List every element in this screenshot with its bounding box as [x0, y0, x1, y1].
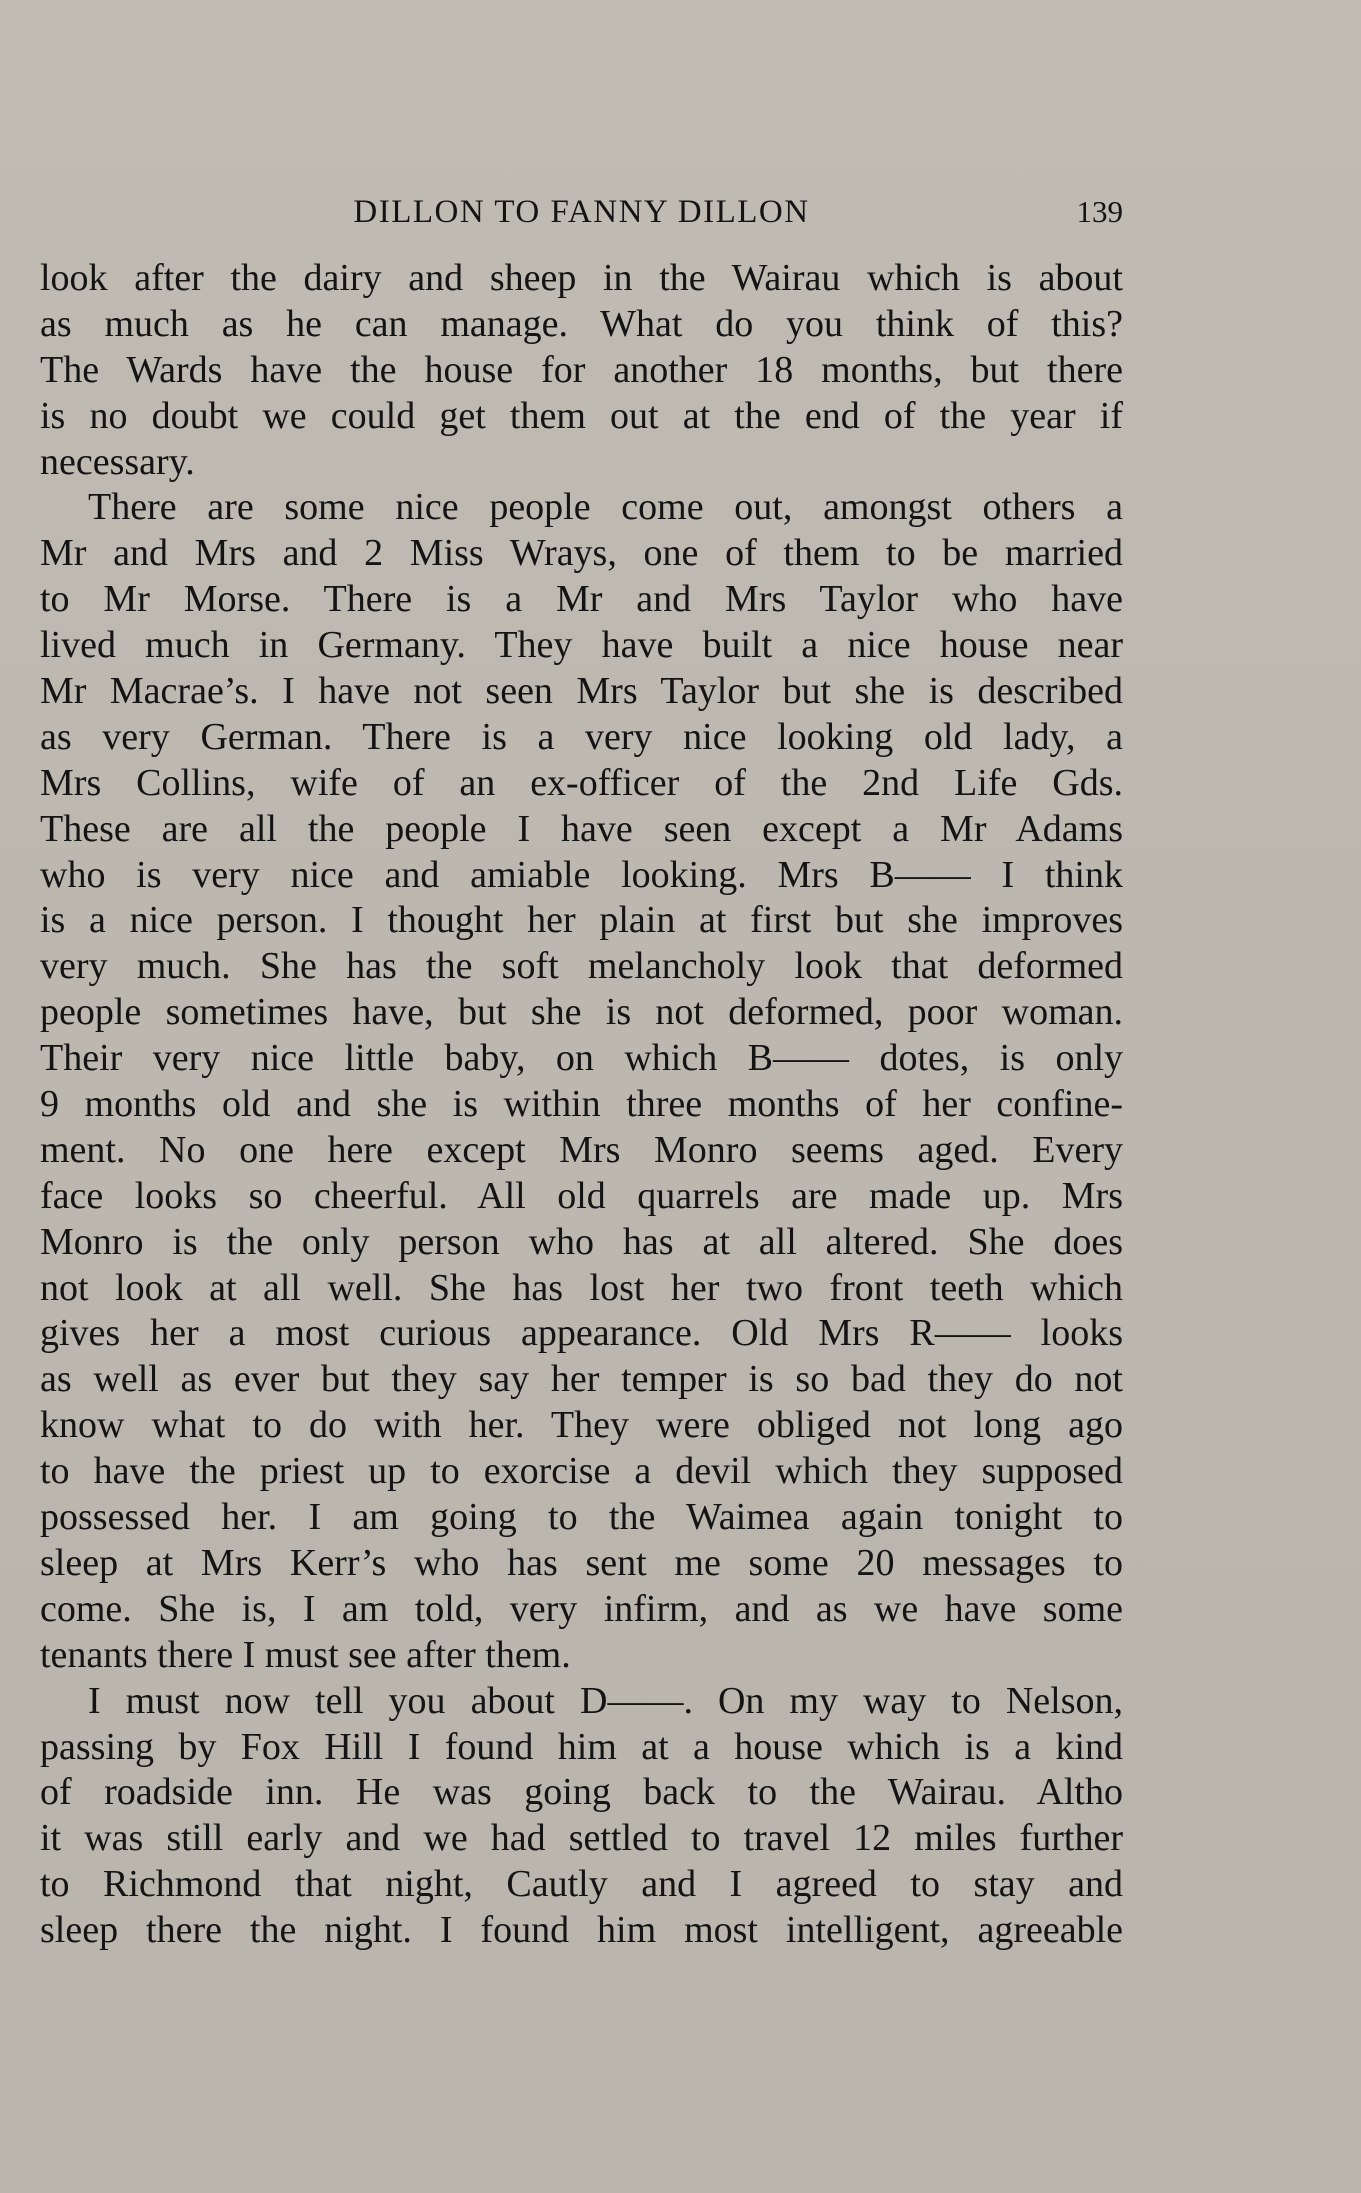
- text-line: tenants there I must see after them.: [40, 1633, 571, 1676]
- text-line: is no doubt we could get them out at the end of the year if: [40, 394, 1123, 437]
- text-line: lived much in Germany. They have built a nice house near: [40, 624, 1123, 667]
- text-line: Mr and Mrs and 2 Miss Wrays, one of them to be married: [40, 532, 1123, 575]
- text-line: as much as he can manage. What do you think of this?: [40, 302, 1123, 345]
- text-line: to have the priest up to exorcise a devil which they supposed: [40, 1450, 1123, 1493]
- text-line: gives her a most curious appearance. Old Mrs R—— looks: [40, 1312, 1123, 1355]
- text-line: to Richmond that night, Cautly and I agreed to stay and: [40, 1863, 1123, 1906]
- text-line: is a nice person. I thought her plain at first but she improves: [40, 899, 1123, 942]
- text-line: face looks so cheerful. All old quarrels are made up. Mrs: [40, 1174, 1123, 1217]
- text-line: Monro is the only person who has at all altered. She does: [40, 1220, 1123, 1263]
- text-line: it was still early and we had settled to travel 12 miles further: [40, 1817, 1123, 1860]
- text-line: possessed her. I am going to the Waimea again tonight to: [40, 1496, 1123, 1539]
- page-number: 139: [1076, 194, 1123, 229]
- text-line: I must now tell you about D——. On my way to Nelson,: [88, 1679, 1123, 1722]
- text-line: Their very nice little baby, on which B—— dotes, is only: [40, 1037, 1123, 1080]
- text-line: as well as ever but they say her temper is so bad they do not: [40, 1358, 1123, 1401]
- running-title: DILLON TO FANNY DILLON: [353, 194, 810, 230]
- text-line: sleep there the night. I found him most intelligent, agreeable: [40, 1909, 1123, 1952]
- text-line: not look at all well. She has lost her two front teeth which: [40, 1266, 1123, 1309]
- text-line: who is very nice and amiable looking. Mrs B—— I think: [40, 853, 1123, 896]
- text-line: very much. She has the soft melancholy look that deformed: [40, 945, 1123, 988]
- text-line: The Wards have the house for another 18 months, but there: [40, 348, 1123, 391]
- text-line: sleep at Mrs Kerr’s who has sent me some 20 messages to: [40, 1541, 1123, 1584]
- text-line: know what to do with her. They were obliged not long ago: [40, 1404, 1123, 1447]
- body-text: [40, 256, 1123, 1954]
- text-line: as very German. There is a very nice looking old lady, a: [40, 715, 1123, 758]
- running-head: [40, 188, 1123, 236]
- text-line: people sometimes have, but she is not deformed, poor woman.: [40, 991, 1123, 1034]
- text-line: come. She is, I am told, very infirm, and as we have some: [40, 1587, 1123, 1630]
- text-line: to Mr Morse. There is a Mr and Mrs Taylor who have: [40, 578, 1123, 621]
- text-line: There are some nice people come out, amongst others a: [88, 486, 1123, 529]
- text-line: ment. No one here except Mrs Monro seems aged. Every: [40, 1128, 1123, 1171]
- text-line: of roadside inn. He was going back to the Wairau. Altho: [40, 1771, 1123, 1814]
- text-line: passing by Fox Hill I found him at a house which is a kind: [40, 1725, 1123, 1768]
- text-line: Mrs Collins, wife of an ex-officer of the 2nd Life Gds.: [40, 761, 1123, 804]
- text-line: look after the dairy and sheep in the Wairau which is about: [40, 257, 1123, 299]
- text-line: 9 months old and she is within three months of her confine-: [40, 1083, 1123, 1126]
- text-line: Mr Macrae’s. I have not seen Mrs Taylor but she is described: [40, 670, 1123, 713]
- text-line: necessary.: [40, 440, 195, 483]
- text-line: These are all the people I have seen except a Mr Adams: [40, 807, 1123, 850]
